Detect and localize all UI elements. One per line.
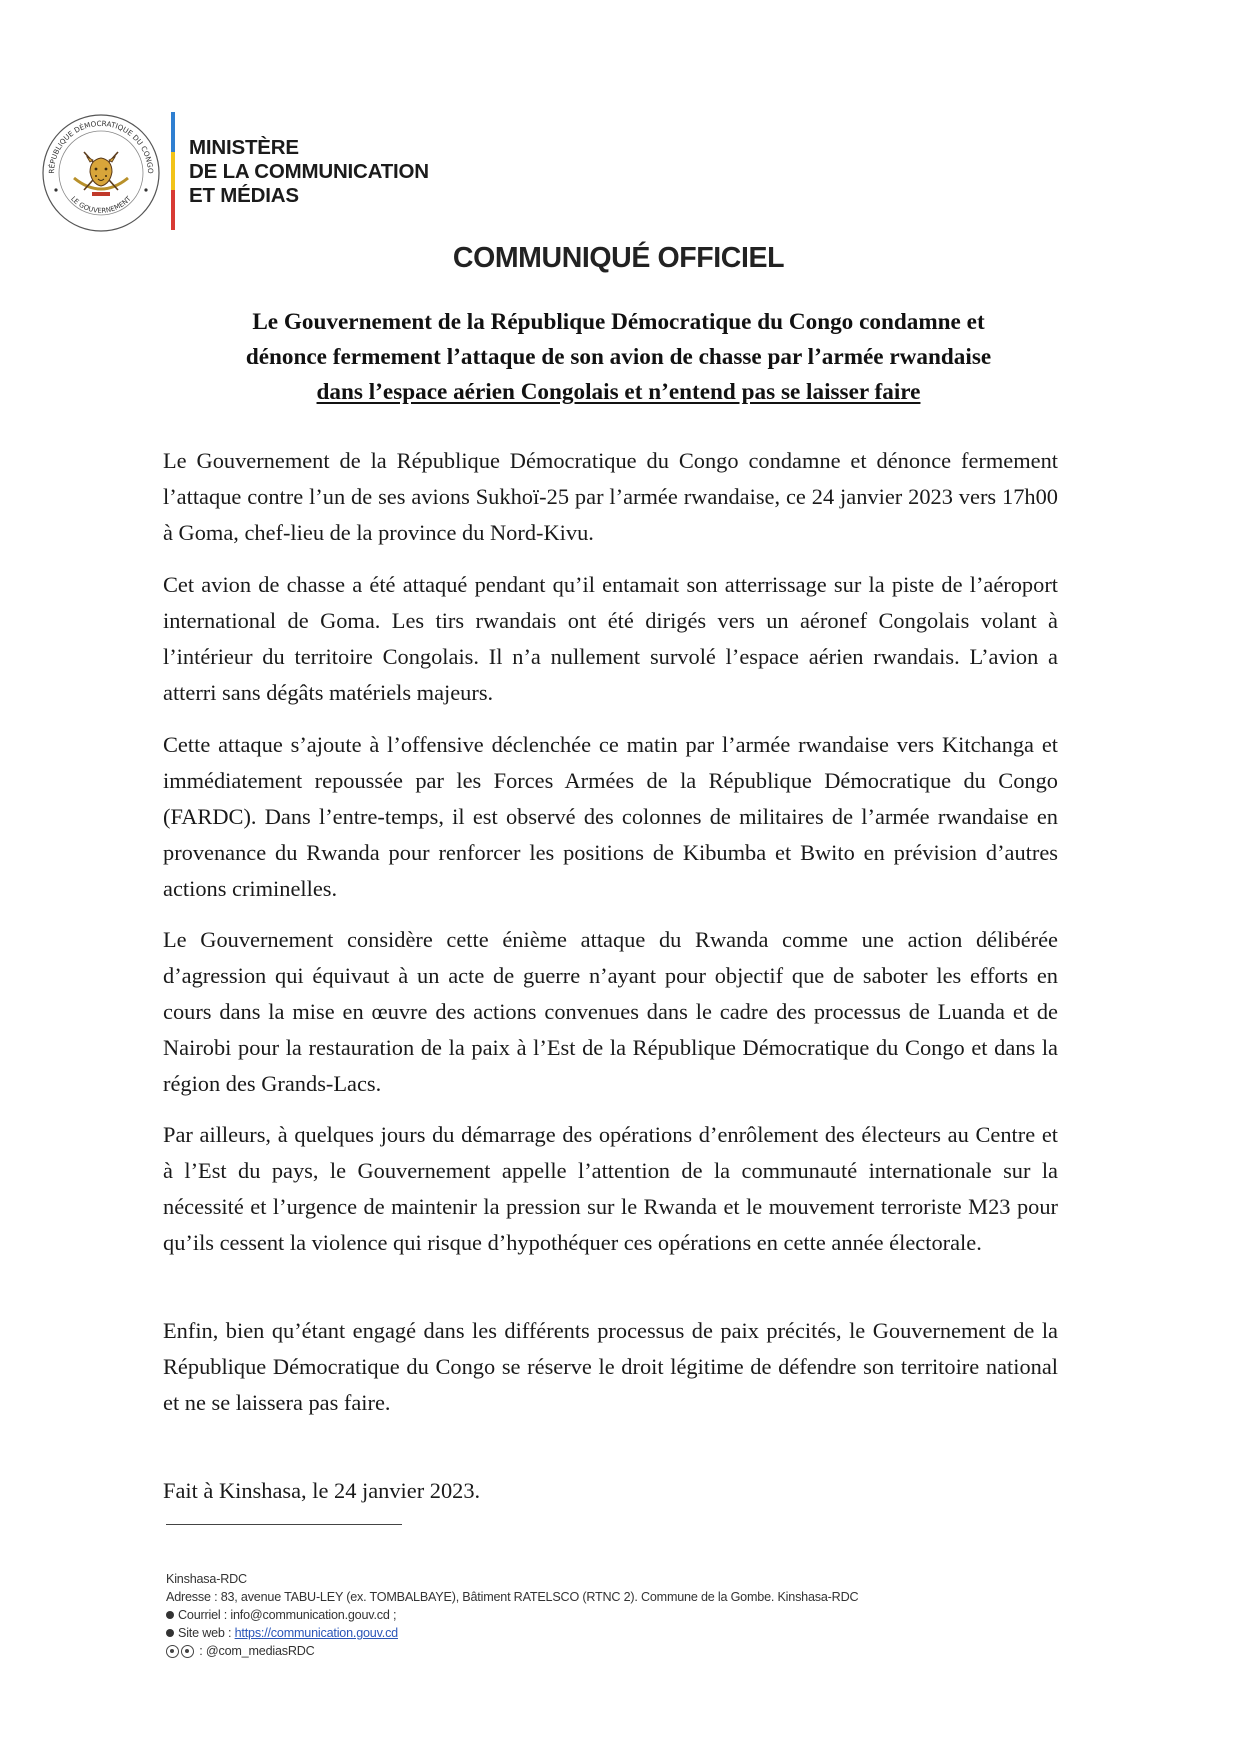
footer-website-label: Site web : — [178, 1626, 235, 1640]
ministry-name — [189, 136, 429, 208]
footer-email[interactable]: Courriel : info@communication.gouv.cd ; — [178, 1608, 397, 1622]
headline-line-1: Le Gouvernement de la République Démocratique du Congo condamne et — [252, 309, 985, 335]
headline-line-3: dans l’espace aérien Congolais et n’entend pas se laisser faire — [316, 379, 921, 405]
twitter-icon[interactable] — [166, 1645, 179, 1658]
svg-text:LE GOUVERNEMENT — [69, 194, 133, 215]
facebook-icon[interactable] — [181, 1645, 194, 1658]
footer-website-link[interactable]: https://communication.gouv.cd — [234, 1626, 398, 1640]
bullet-icon — [166, 1611, 174, 1619]
document-title: COMMUNIQUÉ OFFICIEL — [452, 242, 785, 274]
ministry-line-3: ET MÉDIAS — [189, 184, 299, 207]
footer-address: Adresse : 83, avenue TABU-LEY (ex. TOMBALBAYE), Bâtiment RATELSCO (RTNC 2). Commune de la Gombe. Kinshasa-RDC — [166, 1590, 859, 1604]
body-paragraph-3: Cette attaque s’ajoute à l’offensive déclenchée ce matin par l’armée rwandaise vers Kitchanga et immédiatement repoussée par les Forces Armées de la République Démocratique du Congo (FARDC). Dans l’entre-temps, il est observé des colonnes de militaires de l’armée rwandaise en provenance du Rwanda pour renforcer les positions de Kibumba et Bwito en prévision d’autres actions criminelles. — [163, 732, 1058, 901]
body-paragraph-2: Cet avion de chasse a été attaqué pendant qu’il entamait son atterrissage sur la piste de l’aéroport international de Goma. Les tirs rwandais ont été dirigés vers un aéronef Congolais volant à l’intérieur du territoire Congolais. Il n’a nullement survolé l’espace aérien rwandais. L’avion a atterri sans dégâts matériels majeurs. — [163, 572, 1058, 705]
signature-date-line: Fait à Kinshasa, le 24 janvier 2023. — [163, 1478, 481, 1503]
footer-social-handle: : @com_mediasRDC — [196, 1644, 315, 1658]
footer-website-row — [166, 1624, 858, 1642]
body-paragraph-6: Enfin, bien qu’étant engagé dans les différents processus de paix précités, le Gouvernement de la République Démocratique du Congo se réserve le droit légitime de défendre son territoire national et ne se laissera pas faire. — [163, 1318, 1058, 1415]
government-seal-logo — [40, 112, 162, 234]
body-paragraph-5: Par ailleurs, à quelques jours du démarrage des opérations d’enrôlement des électeurs au Centre et à l’Est du pays, le Gouvernement appelle l’attention de la communauté internationale sur la nécessité et l’urgence de maintenir la pression sur le Rwanda et le mouvement terroriste M23 pour qu’ils cessent la violence qui risque d’hypothéquer ces opérations en cette année électorale. — [163, 1122, 1058, 1255]
bullet-icon — [166, 1629, 174, 1637]
footer-divider — [166, 1524, 402, 1525]
headline-line-2: dénonce fermement l’attaque de son avion de chasse par l’armée rwandaise — [245, 344, 992, 370]
footer-social-row — [166, 1642, 858, 1660]
document-headline — [150, 305, 1087, 410]
seal-bottom-text: LE GOUVERNEMENT — [69, 194, 133, 215]
footer-contact — [166, 1570, 858, 1660]
flag-color-bar — [171, 112, 175, 230]
footer-city: Kinshasa-RDC — [166, 1572, 247, 1586]
body-paragraph-1: Le Gouvernement de la République Démocratique du Congo condamne et dénonce fermement l’attaque contre l’un de ses avions Sukhoï-25 par l’armée rwandaise, ce 24 janvier 2023 vers 17h00 à Goma, chef-lieu de la province du Nord-Kivu. — [163, 448, 1058, 545]
ministry-line-2: DE LA COMMUNICATION — [189, 160, 429, 183]
body-paragraph-4: Le Gouvernement considère cette énième attaque du Rwanda comme une action délibérée d’agression qui équivaut à un acte de guerre n’ayant pour objectif que de saboter les efforts en cours dans la mise en œuvre des actions convenues dans le cadre des processus de Luanda et de Nairobi pour la restauration de la paix à l’Est de la République Démocratique du Congo et dans la région des Grands-Lacs. — [163, 927, 1058, 1096]
seal-top-text: RÉPUBLIQUE DÉMOCRATIQUE DU CONGO — [46, 118, 156, 174]
footer-email-row — [166, 1606, 858, 1624]
ministry-line-1: MINISTÈRE — [189, 136, 299, 159]
